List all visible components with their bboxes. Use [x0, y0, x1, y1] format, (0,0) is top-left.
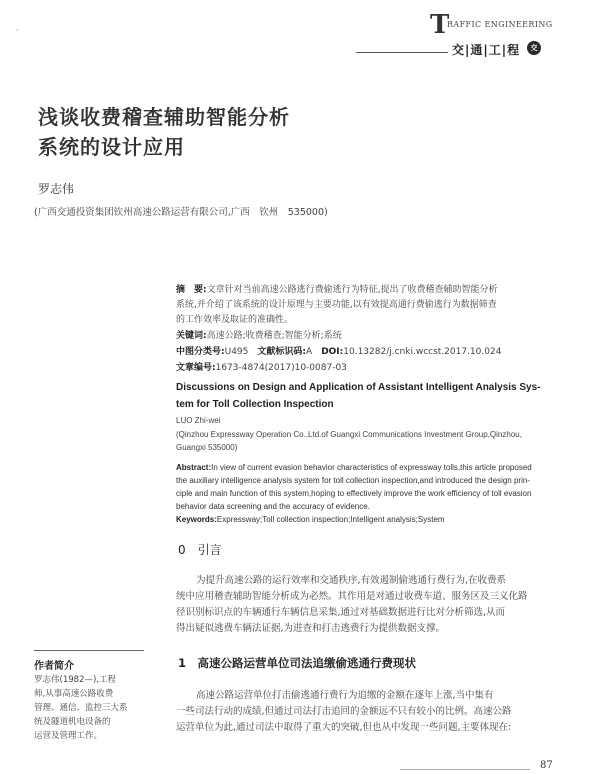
bio-divider — [34, 650, 144, 651]
clc-label: 中图分类号: — [176, 347, 225, 357]
abstract-line-3: 的工作效率及取证的准确性。 — [176, 315, 294, 325]
section-0-line-1: 为提升高速公路的运行效率和交通秩序,有效遏制偷逃通行费行为,在收费系 — [196, 575, 507, 586]
bio-line-3: 管理、通信、监控三大系 — [34, 703, 128, 713]
doi-label: DOI: — [321, 347, 344, 357]
footer-rule — [400, 769, 530, 770]
bio-line-5: 运营及管理工作。 — [34, 731, 103, 741]
article-title-line-2: 系统的设计应用 — [38, 135, 185, 159]
english-keywords-row — [176, 514, 571, 526]
bio-heading: 作者简介 — [34, 661, 74, 672]
header-rule — [356, 52, 448, 53]
english-title-line-1: Discussions on Design and Application of Assistant Intelligent Analysis Sys- — [176, 382, 541, 393]
bio-line-1: 罗志伟(1982—),工程 — [34, 675, 116, 685]
english-keywords-text: Expressway;Toll collection inspection;Intelligent analysis;System — [216, 515, 445, 524]
section-0-line-3: 径识别标识点的车辆通行车辆信息采集,通过对基础数据进行比对分析筛选,从而 — [176, 607, 506, 618]
english-author: LUO Zhi-wei — [176, 416, 221, 425]
section-0-line-4: 得出疑似逃费车辆法证据,为进查和打击逃费行为提供数据支撑。 — [176, 623, 446, 634]
english-abstract-line-2: the auxiliary intelligence analysis system for toll collection inspection,and introduced the design prin- — [176, 476, 530, 485]
article-number-row — [176, 361, 566, 375]
journal-name-cn: 交|通|工|程 — [452, 43, 521, 57]
keywords-row — [176, 329, 566, 343]
clc-value: U495 — [224, 347, 249, 357]
keywords-label: 关键词: — [176, 331, 207, 341]
section-0-heading: 0 引言 — [178, 543, 222, 557]
classification-row — [176, 345, 566, 359]
english-keywords-label: Keywords: — [176, 515, 217, 524]
doi-value: 10.13282/j.cnki.wccst.2017.10.024 — [343, 347, 502, 357]
bio-line-4: 统及隧道机电设备的 — [34, 717, 111, 727]
english-affiliation-line-2: Guangxi 535000) — [176, 443, 238, 452]
journal-name-en: RAFFIC ENGINEERING — [447, 20, 553, 29]
section-1-line-1: 高速公路运营单位打击偷逃通行费行为追缴的金额在逐年上涨,当中集有 — [196, 690, 494, 701]
author-name: 罗志伟 — [38, 182, 75, 196]
doc-code-label: 文献标识码: — [257, 347, 306, 357]
corner-mark: · — [16, 26, 19, 35]
article-title-line-1: 浅谈收费稽查辅助智能分析 — [38, 105, 290, 129]
article-number-value: 1673-4874(2017)10-0087-03 — [215, 363, 347, 373]
english-abstract-line-3: ciple and main function of this system,hoping to effectively improve the work efficiency of toll evasion — [176, 489, 532, 498]
doc-code-value: A — [306, 347, 313, 357]
page-number: 87 — [540, 760, 553, 771]
english-abstract-line-1 — [176, 462, 571, 474]
author-affiliation: (广西交通投资集团钦州高速公路运营有限公司,广西 钦州 535000) — [34, 207, 328, 218]
section-1-line-2: 一些司法行动的成绩,但通过司法打击追回的金额远不只有较小的比例。高速公路 — [176, 706, 512, 717]
bio-line-2: 师,从事高速公路收费 — [34, 689, 114, 699]
section-0-line-2: 统中应用稽查辅助智能分析成为必然。其作用是对通过收费车道、服务区及三义化路 — [176, 591, 528, 602]
english-affiliation-line-1: (Qinzhou Expressway Operation Co.,Ltd.of Guangxi Communications Investment Group,Qinzhou, — [176, 430, 522, 439]
abstract-line-2: 系统,并介绍了该系统的设计原理与主要功能,以有效提高通行费偷逃行为数据筛查 — [176, 300, 497, 310]
section-1-line-3: 运营单位为此,通过司法中取得了重大的突破,但也从中发现一些问题,主要体现在: — [176, 722, 512, 733]
keywords-text: 高速公路;收费稽查;智能分析;系统 — [206, 331, 342, 341]
english-abstract-text-1: In view of current evasion behavior characteristics of expressway tolls,this article proposed — [211, 463, 532, 472]
journal-initial: T — [430, 10, 450, 40]
abstract-line-1 — [176, 283, 566, 297]
journal-logo-icon: 交 — [527, 41, 541, 55]
english-abstract-line-4: behavior data screening and the accuracy of evidence. — [176, 502, 370, 511]
article-number-label: 文章编号: — [176, 363, 216, 373]
english-title-line-2: tem for Toll Collection Inspection — [176, 399, 334, 410]
abstract-text-1: 文章针对当前高速公路逃行费偷逃行为特征,提出了收费稽查辅助智能分析 — [206, 285, 498, 295]
section-1-heading: 1 高速公路运营单位司法追缴偷逃通行费现状 — [178, 656, 416, 670]
english-abstract-label: Abstract: — [176, 463, 212, 472]
abstract-label: 摘 要: — [176, 285, 207, 295]
